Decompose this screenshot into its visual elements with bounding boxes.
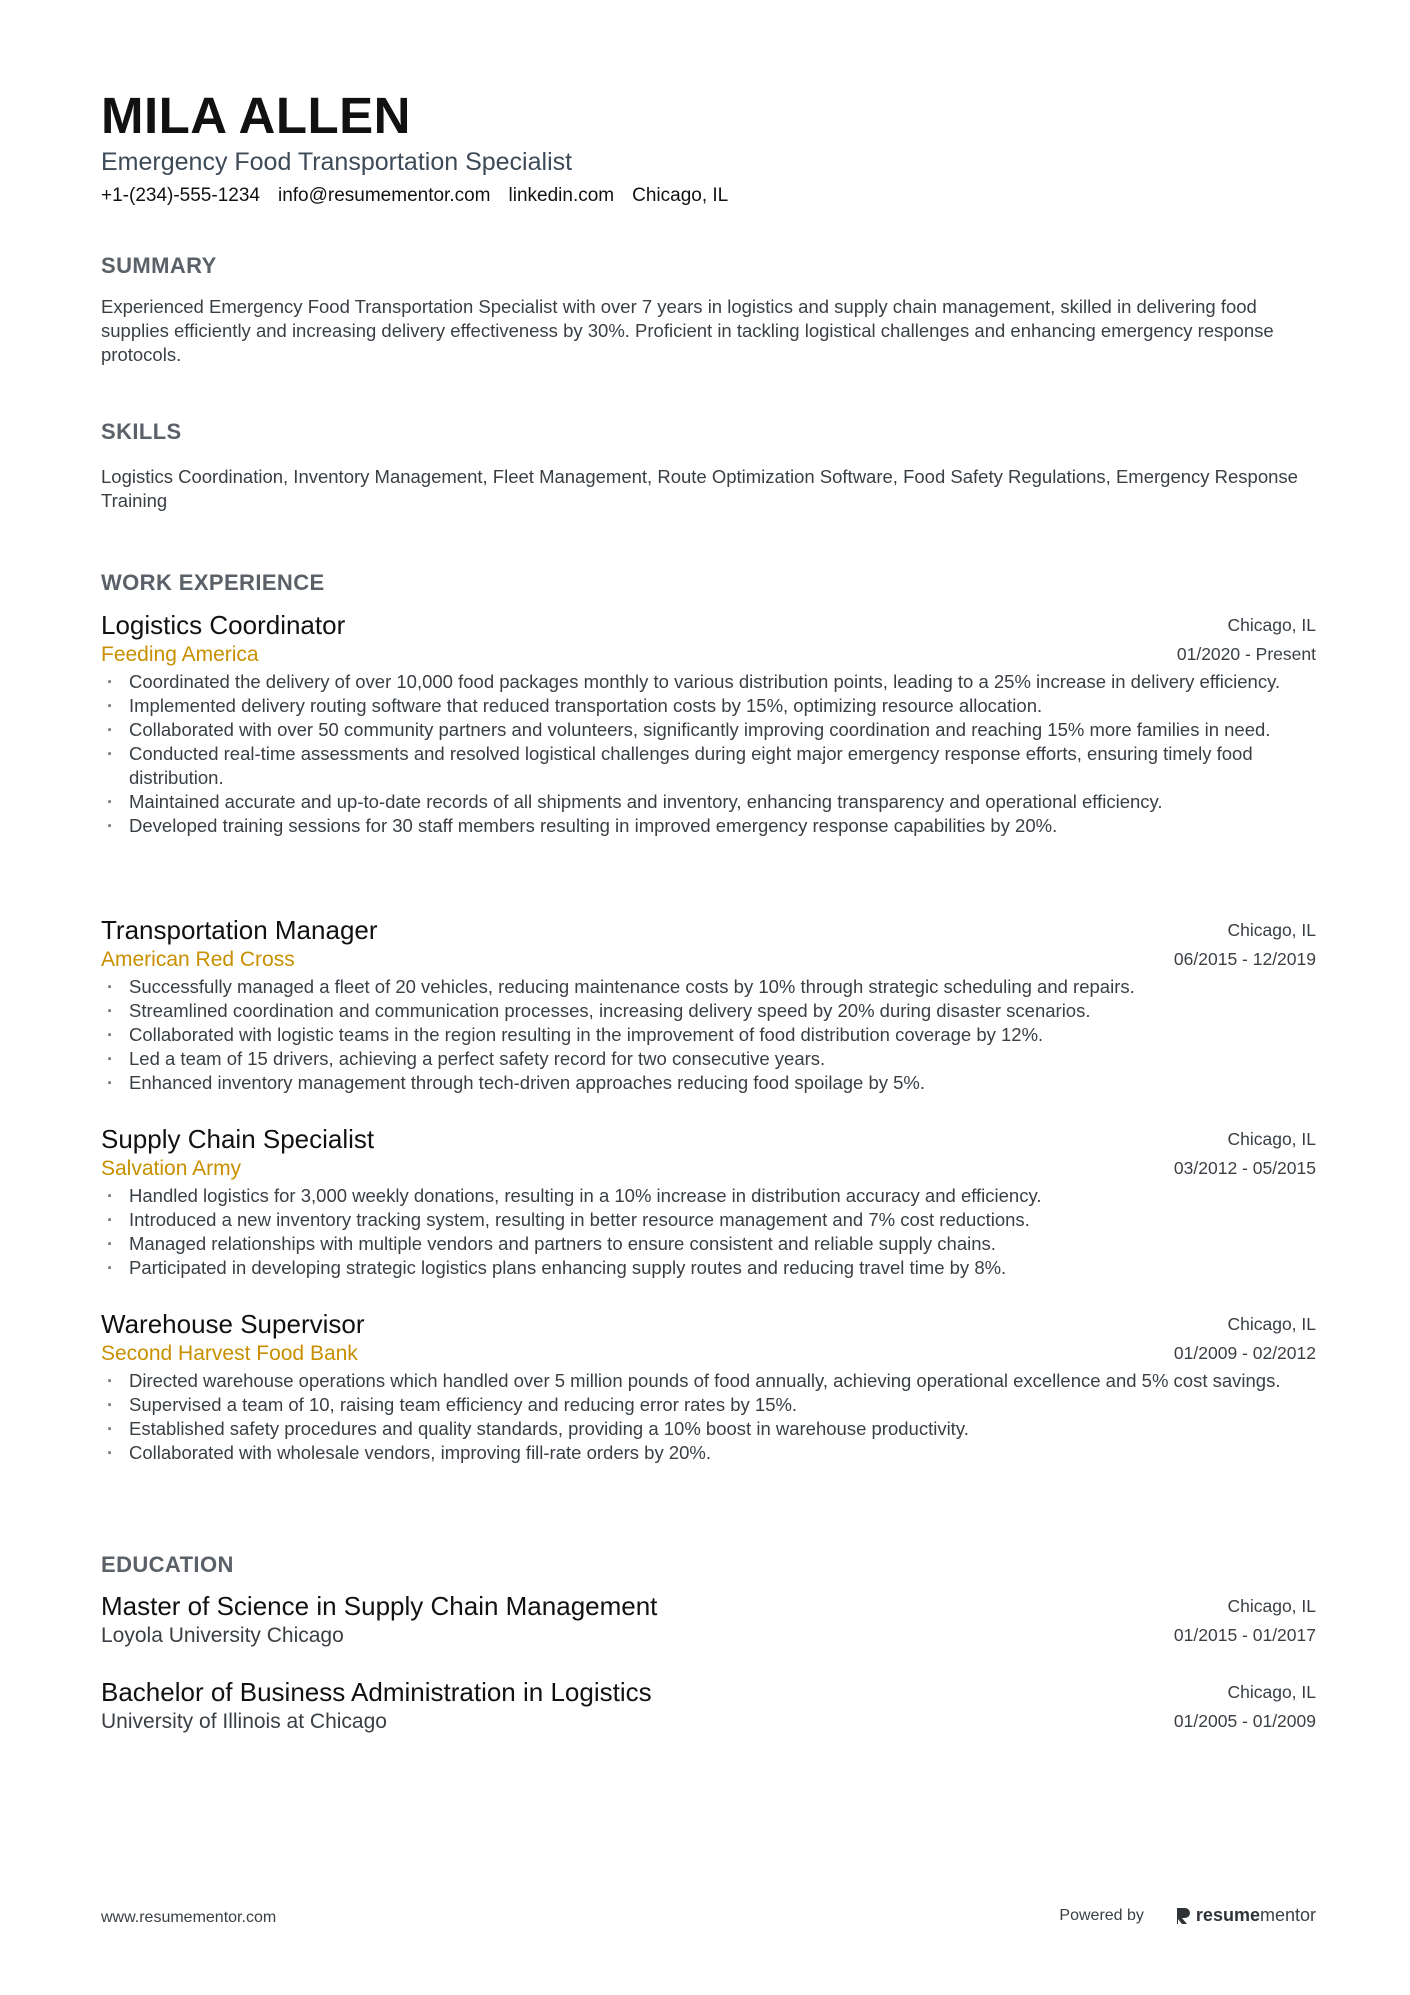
job-entry [101, 609, 1316, 838]
contact-location: Chicago, IL [632, 185, 729, 206]
skills-text: Logistics Coordination, Inventory Management, Fleet Management, Route Optimization Software, Food Safety Regulations, Emergency Response Training [101, 466, 1298, 511]
job-meta [1177, 611, 1316, 669]
job-title: Supply Chain Specialist [101, 1124, 375, 1154]
job-meta [1174, 1125, 1316, 1183]
job-entry [101, 1123, 1316, 1280]
job-dates: 01/2009 - 02/2012 [1173, 1343, 1316, 1363]
job-title: Transportation Manager [101, 915, 378, 945]
bullet-item: · Handled logistics for 3,000 weekly donations, resulting in a 10% increase in distribution accuracy and efficiency. [101, 1184, 1316, 1208]
bullet-item: · Successfully managed a fleet of 20 vehicles, reducing maintenance costs by 10% through strategic scheduling and repairs. [101, 975, 1316, 999]
school-name: Loyola University Chicago [101, 1624, 344, 1647]
candidate-name: MILA ALLEN [101, 87, 412, 144]
job-location: Chicago, IL [1227, 1314, 1316, 1334]
degree-title: Bachelor of Business Administration in Logistics [101, 1677, 652, 1707]
bullet-item: · Streamlined coordination and communication processes, increasing delivery speed by 20% during disaster scenarios. [101, 999, 1316, 1023]
contact-phone: +1-(234)-555-1234 [101, 185, 260, 206]
skills-heading: SKILLS [101, 419, 182, 444]
job-organization: American Red Cross [101, 948, 295, 971]
bullet-item: · Supervised a team of 10, raising team efficiency and reducing error rates by 15%. [101, 1393, 1316, 1417]
education-entry [101, 1590, 1316, 1650]
job-organization: Salvation Army [101, 1157, 242, 1180]
summary-heading: SUMMARY [101, 253, 217, 278]
work-experience-heading: WORK EXPERIENCE [101, 570, 325, 595]
bullet-item: · Collaborated with over 50 community partners and volunteers, significantly improving coordination and reaching 15% more families in need. [101, 718, 1316, 742]
bullet-item: · Established safety procedures and quality standards, providing a 10% boost in warehouse productivity. [101, 1417, 1316, 1441]
education-dates: 01/2015 - 01/2017 [1173, 1625, 1316, 1645]
job-location: Chicago, IL [1227, 920, 1316, 940]
education-dates: 01/2005 - 01/2009 [1173, 1711, 1316, 1731]
education-heading: EDUCATION [101, 1552, 234, 1577]
brand-logo[interactable] [1174, 1905, 1316, 1926]
bullet-item: · Maintained accurate and up-to-date records of all shipments and inventory, enhancing transparency and operational efficiency. [101, 790, 1316, 814]
bullet-item: · Conducted real-time assessments and resolved logistical challenges during eight major emergency response efforts, ensuring timely food distribution. [101, 742, 1316, 790]
job-meta [1174, 1310, 1316, 1368]
job-organization: Feeding America [101, 643, 259, 666]
job-bullets [101, 1184, 1316, 1280]
brand-name-light: mentor [1259, 1905, 1316, 1925]
job-title: Logistics Coordinator [101, 610, 346, 640]
job-dates: 01/2020 - Present [1176, 644, 1316, 664]
bullet-item: · Managed relationships with multiple vendors and partners to ensure consistent and reliable supply chains. [101, 1232, 1316, 1256]
school-name: University of Illinois at Chicago [101, 1710, 387, 1733]
contact-linkedin[interactable]: linkedin.com [508, 185, 615, 206]
bullet-item: · Coordinated the delivery of over 10,000 food packages monthly to various distribution points, leading to a 25% increase in delivery efficiency. [101, 670, 1316, 694]
job-location: Chicago, IL [1227, 1129, 1316, 1149]
resumementor-logo-icon [1174, 1906, 1192, 1926]
bullet-item: · Participated in developing strategic logistics plans enhancing supply routes and reducing travel time by 8%. [101, 1256, 1316, 1280]
footer-website[interactable]: www.resumementor.com [101, 1909, 277, 1926]
degree-title: Master of Science in Supply Chain Management [101, 1591, 658, 1621]
contact-line [101, 184, 728, 208]
contact-email[interactable]: info@resumementor.com [277, 185, 491, 206]
education-location: Chicago, IL [1227, 1596, 1316, 1616]
job-entry [101, 914, 1316, 1095]
education-meta [1174, 1678, 1316, 1736]
bullet-item: · Enhanced inventory management through tech-driven approaches reducing food spoilage by 5%. [101, 1071, 1316, 1095]
education-location: Chicago, IL [1227, 1682, 1316, 1702]
job-location: Chicago, IL [1227, 615, 1316, 635]
job-title: Warehouse Supervisor [101, 1309, 365, 1339]
education-meta [1174, 1592, 1316, 1650]
job-meta [1174, 916, 1316, 974]
brand-name-bold: resume [1195, 1905, 1260, 1925]
bullet-item: · Directed warehouse operations which handled over 5 million pounds of food annually, achieving operational excellence and 5% cost savings. [101, 1369, 1316, 1393]
bullet-item: · Developed training sessions for 30 staff members resulting in improved emergency response capabilities by 20%. [101, 814, 1316, 838]
candidate-title: Emergency Food Transportation Specialist [101, 148, 573, 176]
job-dates: 06/2015 - 12/2019 [1173, 949, 1316, 969]
job-entry [101, 1308, 1316, 1465]
job-bullets [101, 1369, 1316, 1465]
education-entry [101, 1676, 1316, 1736]
job-organization: Second Harvest Food Bank [101, 1342, 358, 1365]
footer-branding [1059, 1905, 1316, 1926]
job-dates: 03/2012 - 05/2015 [1173, 1158, 1316, 1178]
bullet-item: · Introduced a new inventory tracking system, resulting in better resource management and 7% cost reductions. [101, 1208, 1316, 1232]
bullet-item: · Implemented delivery routing software that reduced transportation costs by 15%, optimizing resource allocation. [101, 694, 1316, 718]
job-bullets [101, 670, 1316, 838]
bullet-item: · Collaborated with wholesale vendors, improving fill-rate orders by 20%. [101, 1441, 1316, 1465]
powered-by-label: Powered by [1059, 1906, 1144, 1924]
bullet-item: · Collaborated with logistic teams in the region resulting in the improvement of food distribution coverage by 12%. [101, 1023, 1316, 1047]
summary-text: Experienced Emergency Food Transportation Specialist with over 7 years in logistics and supply chain management, skilled in delivering food supplies efficiently and increasing delivery effectiveness by 30%. Proficient in tackling logistical challenges and enhancing emergency response protocols. [101, 296, 1274, 365]
job-bullets [101, 975, 1316, 1095]
bullet-item: · Led a team of 15 drivers, achieving a perfect safety record for two consecutive years. [101, 1047, 1316, 1071]
